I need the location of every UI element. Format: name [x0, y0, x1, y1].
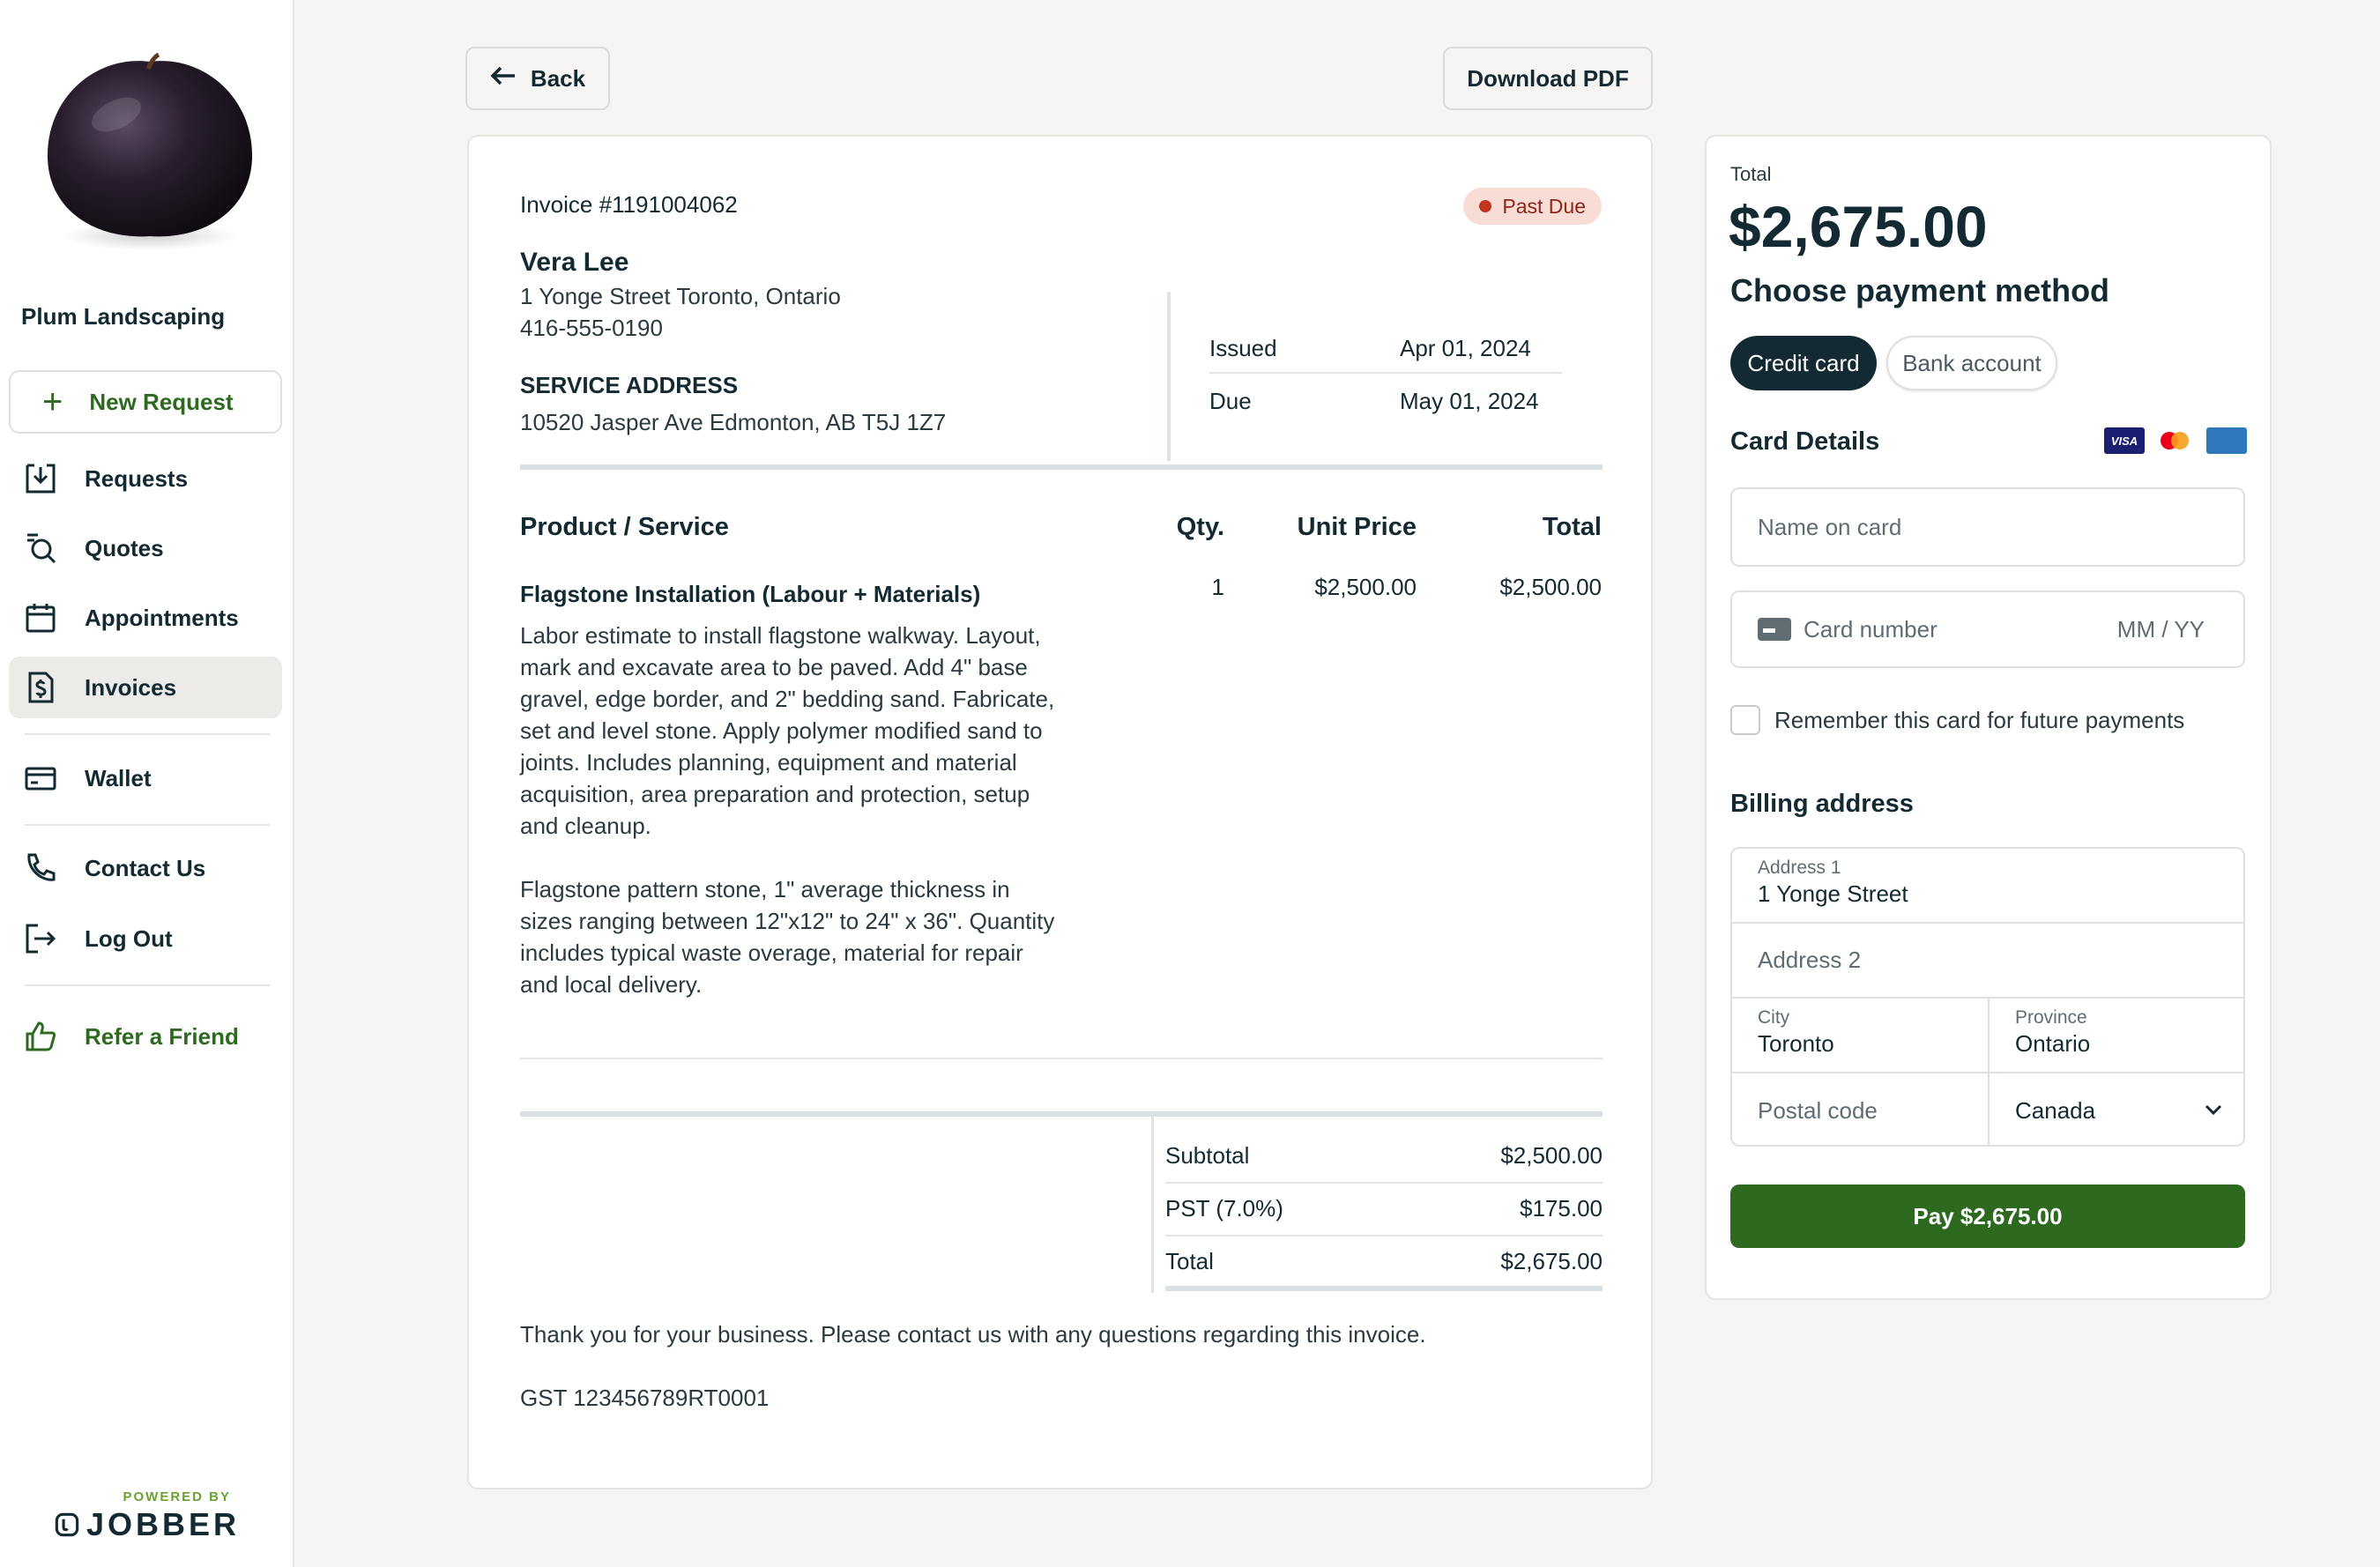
payment-amount: $2,675.00 [1729, 194, 1988, 259]
col-qty: Qty. [1176, 513, 1224, 541]
back-button[interactable] [465, 47, 610, 110]
gst-number: GST 123456789RT0001 [520, 1385, 770, 1411]
totals-bottom-divider [1165, 1286, 1603, 1291]
remember-card-checkbox[interactable] [1730, 705, 1760, 735]
due-row [1209, 375, 1562, 427]
subtotal-value: $2,500.00 [1500, 1141, 1603, 1169]
new-request-button[interactable] [9, 370, 282, 434]
powered-by-jobber [55, 1489, 240, 1543]
line-item-description-paragraph: Flagstone pattern stone, 1" average thickness in sizes ranging between 12"x12" to 24" x 36". Quantity includes typical waste overage, material for repair and local delivery. [520, 876, 1055, 998]
pay-button[interactable]: Pay $2,675.00 [1730, 1185, 2245, 1248]
client-phone: 416-555-0190 [520, 315, 663, 341]
back-label: Back [530, 64, 586, 92]
invoice-number: Invoice #1191004062 [520, 191, 738, 218]
city-field[interactable] [1732, 999, 1990, 1073]
download-pdf-button[interactable]: Download PDF [1443, 47, 1653, 110]
client-name: Vera Lee [520, 248, 629, 277]
country-value: Canada [2015, 1097, 2096, 1124]
address2-field[interactable] [1732, 924, 2245, 999]
quote-search-icon [23, 531, 58, 566]
logout-icon [23, 921, 58, 956]
visa-icon: VISA [2104, 427, 2145, 454]
sidebar-divider [25, 984, 270, 986]
sidebar-item-label: Contact Us [85, 854, 206, 881]
totals-vertical-divider [1151, 1117, 1154, 1293]
card-number-input[interactable]: Card number [1804, 615, 1937, 642]
status-label: Past Due [1502, 194, 1586, 218]
total-row [1165, 1235, 1603, 1288]
remember-card-option[interactable] [1730, 705, 2184, 735]
issued-label: Issued [1209, 334, 1277, 361]
service-address: 10520 Jasper Ave Edmonton, AB T5J 1Z7 [520, 409, 947, 435]
col-total: Total [1542, 513, 1602, 541]
sidebar-item-requests[interactable] [9, 448, 282, 509]
sidebar-item-label: Invoices [85, 673, 177, 701]
address1-input[interactable]: 1 Yonge Street [1758, 880, 1908, 907]
service-address-label: SERVICE ADDRESS [520, 372, 739, 398]
sidebar-item-log-out[interactable] [9, 908, 282, 969]
line-item-total: $2,500.00 [1499, 574, 1602, 600]
sidebar-divider [25, 824, 270, 826]
totals-divider [520, 1111, 1603, 1117]
postal-code-field[interactable] [1732, 1073, 1990, 1147]
billing-address-form [1730, 847, 2245, 1147]
address1-field[interactable] [1732, 849, 2245, 924]
company-logo [35, 35, 264, 264]
tax-label: PST (7.0%) [1165, 1194, 1283, 1222]
sidebar-item-label: Wallet [85, 764, 152, 791]
thank-you-note: Thank you for your business. Please contact us with any questions regarding this invoice. [520, 1321, 1426, 1348]
province-field[interactable] [1990, 999, 2245, 1073]
tax-value: $175.00 [1520, 1194, 1603, 1222]
sidebar-item-label: Log Out [85, 925, 173, 952]
sidebar-item-label: Appointments [85, 604, 239, 631]
sidebar-item-invoices[interactable] [9, 657, 282, 718]
line-item-description-paragraph: Labor estimate to install flagstone walkway. Layout, mark and excavate area to be paved. Add 4" base gravel, edge border, and 2" bedding sand. Fabricate, set and level stone. Apply polymer modified sand to joints. Includes planning, equipment and material acquisition, area preparation and protection, setup and cleanup. [520, 622, 1055, 839]
thumbs-up-icon [23, 1019, 58, 1054]
issued-row [1209, 322, 1562, 375]
sidebar-item-contact-us[interactable] [9, 837, 282, 899]
line-item-title: Flagstone Installation (Labour + Materials) [520, 581, 981, 607]
inbox-download-icon [23, 461, 58, 496]
line-item-qty: 1 [1211, 574, 1224, 600]
postal-code-input[interactable]: Postal code [1758, 1097, 1878, 1124]
address1-label: Address 1 [1758, 858, 1841, 878]
company-name: Plum Landscaping [21, 303, 226, 330]
arrow-left-icon [490, 63, 517, 93]
payment-card [1705, 135, 2272, 1300]
mastercard-icon [2155, 427, 2196, 454]
sidebar-item-label: Quotes [85, 534, 164, 561]
total-value: $2,675.00 [1500, 1247, 1603, 1274]
powered-by-label: POWERED BY [123, 1489, 231, 1504]
line-item-unit-price: $2,500.00 [1314, 574, 1417, 600]
section-divider [520, 464, 1603, 470]
subtotal-label: Subtotal [1165, 1141, 1250, 1169]
address2-input[interactable]: Address 2 [1758, 947, 1862, 973]
sidebar-item-refer-a-friend[interactable] [9, 1006, 282, 1067]
payment-total-label: Total [1730, 163, 1772, 185]
issued-date: Apr 01, 2024 [1400, 334, 1531, 361]
status-badge [1463, 188, 1602, 225]
col-unit-price: Unit Price [1297, 513, 1417, 541]
name-on-card-input[interactable]: Name on card [1730, 487, 2245, 567]
card-details-heading: Card Details [1730, 427, 1880, 456]
sidebar-item-label: Requests [85, 464, 189, 492]
card-number-icon [1758, 618, 1791, 641]
sidebar-item-label: Refer a Friend [85, 1022, 239, 1050]
invoice-card [467, 135, 1653, 1489]
choose-payment-heading: Choose payment method [1730, 272, 2110, 308]
due-date: May 01, 2024 [1400, 387, 1539, 414]
province-input[interactable]: Ontario [2015, 1030, 2091, 1057]
plus-icon: + [42, 382, 63, 421]
billing-address-heading: Billing address [1730, 790, 1914, 818]
sidebar-item-appointments[interactable] [9, 587, 282, 649]
line-items-divider [520, 1058, 1603, 1059]
card-number-field[interactable] [1730, 590, 2245, 668]
status-dot-icon [1479, 200, 1491, 212]
city-input[interactable]: Toronto [1758, 1030, 1834, 1057]
client-address: 1 Yonge Street Toronto, Ontario [520, 283, 841, 309]
amex-icon [2206, 427, 2247, 454]
meta-divider [1209, 372, 1562, 374]
remember-card-label: Remember this card for future payments [1774, 706, 2185, 733]
tax-row [1165, 1182, 1603, 1235]
credit-card-tab[interactable]: Credit card [1730, 336, 1877, 390]
card-brand-logos [2104, 427, 2247, 454]
phone-icon [23, 850, 58, 886]
jobber-wordmark: JOBBER [86, 1506, 240, 1542]
jobber-logo [55, 1506, 240, 1543]
city-label: City [1758, 1007, 1790, 1028]
province-label: Province [2015, 1007, 2087, 1028]
total-label: Total [1165, 1247, 1214, 1274]
new-request-label: New Request [89, 388, 234, 415]
expiry-input[interactable]: MM / YY [2116, 615, 2205, 642]
chevron-down-icon [2205, 1103, 2222, 1119]
sidebar-item-wallet[interactable] [9, 747, 282, 809]
due-label: Due [1209, 387, 1252, 414]
sidebar [0, 0, 294, 1567]
subtotal-row [1165, 1129, 1603, 1182]
sidebar-divider [25, 733, 270, 735]
invoice-dollar-icon [23, 670, 58, 705]
jobber-mark-icon [55, 1509, 79, 1541]
sidebar-item-quotes[interactable] [9, 517, 282, 579]
col-product-service: Product / Service [520, 513, 729, 541]
plum-logo-icon [35, 35, 264, 264]
bank-account-tab[interactable]: Bank account [1886, 336, 2057, 390]
credit-card-icon [23, 761, 58, 796]
country-select[interactable] [1990, 1073, 2245, 1147]
line-item-description [520, 620, 1067, 1000]
calendar-icon [23, 600, 58, 635]
header-divider [1167, 292, 1171, 600]
